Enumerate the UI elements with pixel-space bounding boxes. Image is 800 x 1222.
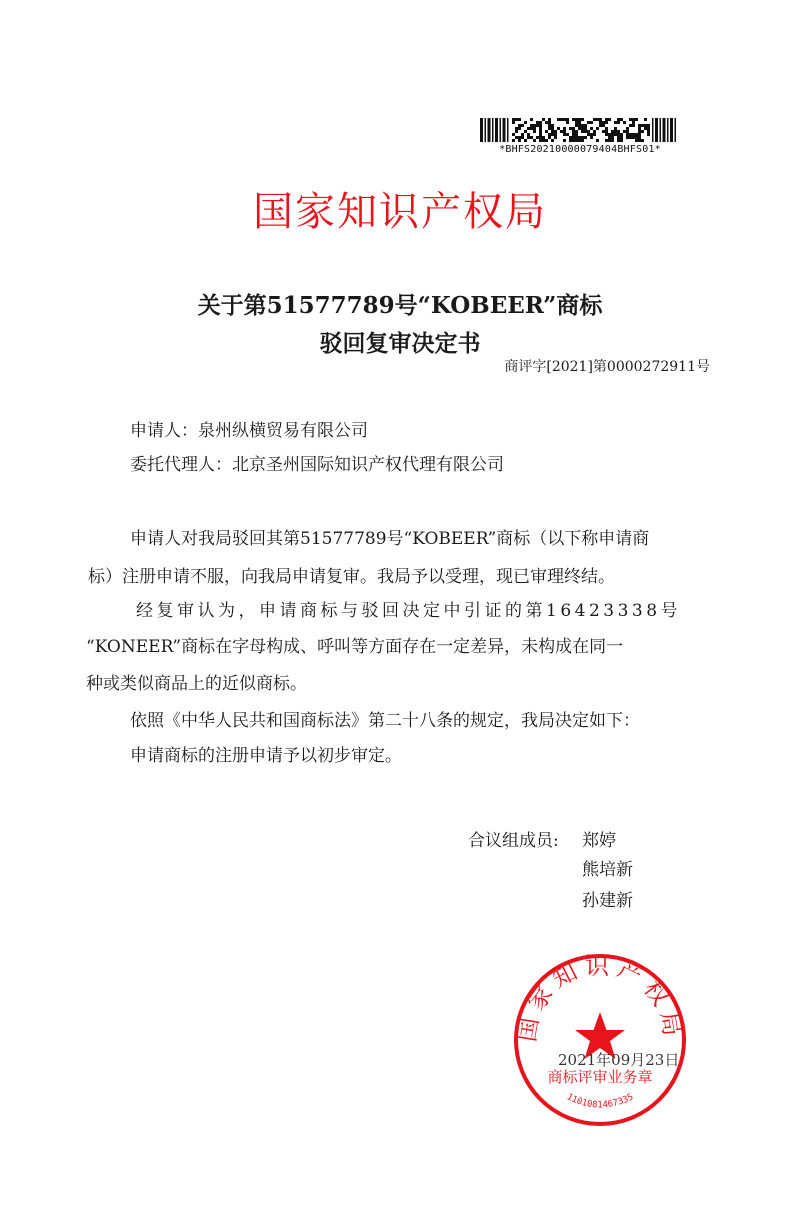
applicant-line: 申请人：泉州纵横贸易有限公司 [130,421,368,441]
panel-member-2: 熊培新 [582,860,633,880]
agency-header: 国家知识产权局 [253,189,547,235]
panel-member-1: 郑婷 [582,831,616,851]
paragraph-4: 申请商标的注册申请予以初步审定。 [130,746,402,766]
official-seal [510,950,690,1130]
paragraph-2-line-1: 经复审认为，申请商标与驳回决定中引证的第16423338号 [136,601,682,621]
seal-top-text: 国家知识产权局 [512,952,688,1044]
document-number: 商评字[2021]第0000272911号 [504,359,710,375]
paragraph-1-line-1: 申请人对我局驳回其第51577789号“KOBEER”商标（以下称申请商 [130,529,650,549]
panel-members-label: 合议组成员: [468,831,559,851]
paragraph-2-line-3: 种或类似商品上的近似商标。 [86,674,307,694]
decision-date: 2021年09月23日 [558,1051,680,1069]
paragraph-3: 依照《中华人民共和国商标法》第二十八条的规定，我局决定如下： [130,711,640,731]
seal-center-text: 商标评审业务章 [547,1068,653,1086]
agent-line: 委托代理人：北京圣州国际知识产权代理有限公司 [130,455,504,475]
paragraph-2-line-2: “KONEER”商标在字母构成、呼叫等方面存在一定差异，未构成在同一 [86,637,624,657]
barcode-image [480,118,680,142]
barcode-code: *BHFS20210000079404BHFS01* [499,144,661,155]
seal-bottom-number: 1101081467335 [564,1092,636,1111]
panel-member-3: 孙建新 [582,891,633,911]
document-title-line1: 关于第51577789号“KOBEER”商标 [197,292,603,319]
document-title-line2: 驳回复审决定书 [319,330,481,357]
paragraph-1-line-2: 标）注册申请不服，向我局申请复审。我局予以受理，现已审理终结。 [88,567,615,587]
